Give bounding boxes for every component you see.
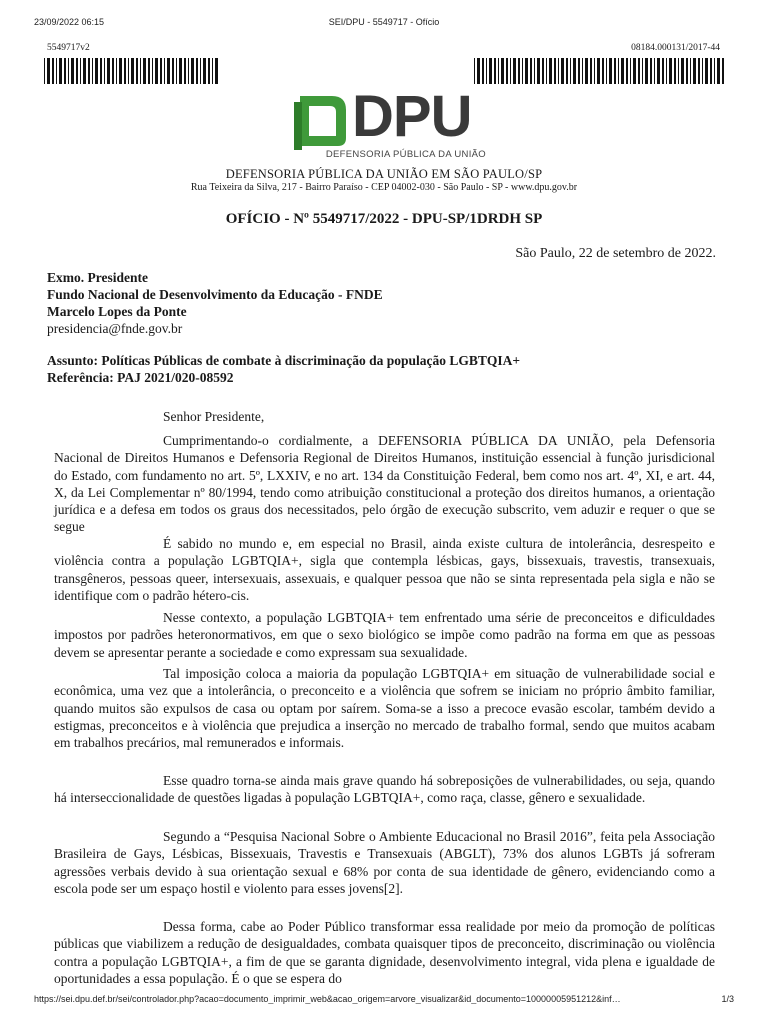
barcode-right [474, 58, 726, 84]
subject-block [47, 352, 520, 386]
org-name: DEFENSORIA PÚBLICA DA UNIÃO EM SÃO PAULO/SP [225, 167, 543, 181]
date-line: São Paulo, 22 de setembro de 2022. [515, 246, 716, 261]
process-number: 08184.000131/2017-44 [631, 43, 720, 53]
dpu-logo [292, 84, 486, 162]
dpu-logo-subtitle: DEFENSORIA PÚBLICA DA UNIÃO [325, 149, 486, 160]
addressee-block [47, 269, 383, 337]
subject-assunto: Assunto: Políticas Públicas de combate à discriminação da população LGBTQIA+ [47, 353, 521, 368]
barcode-left [44, 58, 218, 84]
print-footer [0, 994, 768, 1006]
oficio-title: OFÍCIO - Nº 5549717/2022 - DPU-SP/1DRDH SP [225, 211, 543, 227]
print-page-number: 1/3 [721, 994, 734, 1004]
print-title: SEI/DPU - 5549717 - Ofício [328, 17, 440, 27]
paragraph: Segundo a “Pesquisa Nacional Sobre o Ambiente Educacional no Brasil 2016”, feita pela Associação Brasileira de Gays, Lésbicas, Bissexuais, Travestis e Transexuais (ABGLT), 73% dos alunos LGBTs já sofreram agressões verbais devido à sua orientação sexual e 68% por conta de sua identidade de gênero, evidenciando como a escola pode ser um espaço hostil e violento para esses jovens[2]. [54, 829, 715, 896]
dpu-logo-mark-icon [292, 92, 352, 150]
addressee-email: presidencia@fnde.gov.br [47, 321, 183, 336]
addressee-name: Marcelo Lopes da Ponte [47, 304, 187, 319]
paragraph: Cumprimentando-o cordialmente, a DEFENSORIA PÚBLICA DA UNIÃO, pela Defensoria Nacional de Direitos Humanos e Defensoria Regional de Direitos Humanos, instituição essencial à função jurisdicional do Estado, com fundamento no art. 5º, LXXIV, e no art. 134 da Constituição Federal, bem como nos art. 4º, XI, e art. 44, X, da Lei Complementar nº 80/1994, tendo como atribuição constitucional a proteção dos direitos humanos, a orientação jurídica e a defesa em todos os graus dos necessitados, pelo órgão de execução subscrito, vem aduzir e requer o que se segue [54, 433, 715, 535]
print-url: https://sei.dpu.def.br/sei/controlador.php?acao=documento_imprimir_web&acao_origem=arvore_visualizar&id_documento=10000005951212&inf… [34, 994, 621, 1004]
paragraph: Esse quadro torna-se ainda mais grave quando há sobreposições de vulnerabilidades, ou seja, quando há interseccionalidade de questões ligadas à população LGBTQIA+, como raça, classe, gênero e sexualidade. [54, 773, 715, 806]
print-header [0, 17, 768, 29]
dpu-wordmark: DPU [352, 84, 472, 149]
paragraph: Nesse contexto, a população LGBTQIA+ tem enfrentado uma série de preconceitos e dificuldades impostos por padrões heteronormativos, em que o sexo biológico se impõe como padrão na forma em que as pessoas devem se apresentar perante a sociedade e como expressam sua sexualidade. [54, 610, 715, 660]
document-version-id: 5549717v2 [47, 43, 90, 53]
paragraph: Tal imposição coloca a maioria da população LGBTQIA+ em situação de vulnerabilidade social e econômica, uma vez que a intolerância, o preconceito e a violência que sofrem se iniciam no próprio âmbito familiar, quando muitos são expulsos de casa ou optam por saírem. Soma-se a isso a precoce evasão escolar, também devido a estigmas, preconceitos e à violência que prejudica a inserção no mercado de trabalho formal, sendo que muitos acabam em trabalhos precários, mal remunerados e informais. [54, 666, 715, 751]
org-address: Rua Teixeira da Silva, 217 - Bairro Paraíso - CEP 04002-030 - São Paulo - SP - www.dpu.gov.br [190, 182, 578, 193]
addressee-title: Exmo. Presidente [47, 270, 148, 285]
print-timestamp: 23/09/2022 06:15 [34, 17, 105, 27]
subject-referencia: Referência: PAJ 2021/020-08592 [47, 370, 234, 385]
addressee-organization: Fundo Nacional de Desenvolvimento da Educação - FNDE [47, 287, 383, 302]
salutation: Senhor Presidente, [163, 409, 265, 424]
paragraph: Dessa forma, cabe ao Poder Público transformar essa realidade por meio da promoção de políticas públicas que viabilizem a redução de desigualdades, combata quaisquer tipos de preconceito, discriminação ou violência contra a população LGBTQIA+, a fim de que se garanta dignidade, desenvolvimento integral, vida plena e igualdade de oportunidades a essa população. É o que se espera do [54, 919, 715, 986]
paragraph: É sabido no mundo e, em especial no Brasil, ainda existe cultura de intolerância, desrespeito e violência contra a população LGBTQIA+, sigla que contempla lésbicas, gays, bissexuais, travestis, transexuais, transgêneros, pessoas queer, intersexuais, assexuais, e qualquer pessoa que não se sinta representada pela sigla e não se identifique com o padrão hétero-cis. [54, 536, 715, 603]
